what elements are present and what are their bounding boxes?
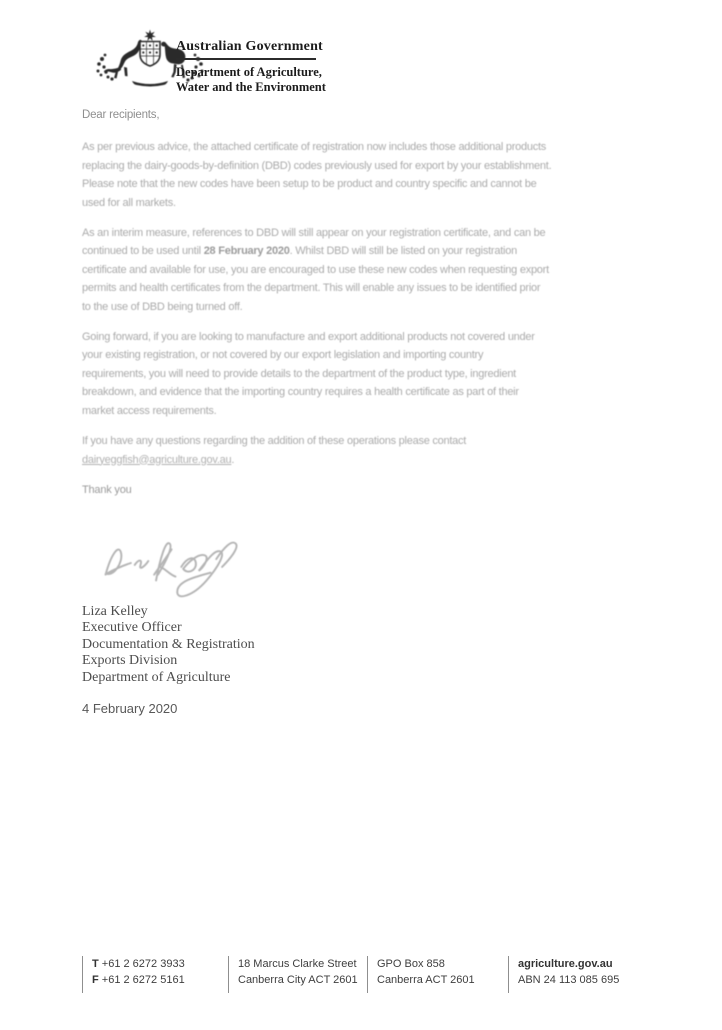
letter-date: 4 February 2020 (82, 701, 178, 716)
paragraph-3-line: your existing registration, or not covered by our export legislation and importing country (82, 349, 484, 362)
signatory-name: Liza Kelley (82, 604, 148, 619)
paragraph-4-text: . (231, 453, 235, 466)
paragraph-2-line: to the use of DBD being turned off. (82, 300, 243, 313)
signatory-title: Executive Officer (82, 620, 182, 636)
paragraph-2 (82, 224, 662, 316)
letterhead (176, 39, 326, 95)
paragraph-1 (82, 138, 662, 212)
handwritten-signature (92, 520, 257, 606)
fax-number: +61 2 6272 5161 (101, 973, 185, 986)
salutation: Dear recipients, (82, 109, 160, 121)
footer (82, 956, 658, 993)
closing-line: Thank you (82, 483, 132, 496)
paragraph-3-line: requirements, you will need to provide details to the department of the product type, ingredient (82, 367, 516, 380)
deadline-date: 28 February 2020 (203, 245, 290, 258)
signatory-division: Exports Division (82, 653, 178, 669)
footer-web-column (508, 956, 658, 993)
letter-body (82, 106, 662, 499)
footer-postal-column (367, 956, 508, 993)
footer-street-column (228, 956, 367, 993)
postal-address-line1: GPO Box 858 (377, 958, 445, 970)
paragraph-3-line: breakdown, and evidence that the importing country requires a health certificate as part of their (82, 386, 519, 399)
fax-label: F (92, 973, 99, 986)
paragraph-2-line: permits and health certificates from the department. This will enable any issues to be identified prior (82, 282, 541, 295)
paragraph-3-line: Going forward, if you are looking to manufacture and export additional products not covered under (82, 331, 535, 344)
paragraph-3 (82, 328, 662, 420)
website: agriculture.gov.au (518, 958, 613, 970)
paragraph-1-line: As per previous advice, the attached certificate of registration now includes those additional products (82, 141, 547, 154)
paragraph-2-line: certificate and available for use, you are encouraged to use these new codes when requesting export (82, 263, 549, 276)
department-name-line1: Department of Agriculture, (176, 65, 322, 79)
footer-phone-column (82, 956, 228, 993)
letterhead-divider (176, 58, 316, 60)
phone-number: +61 2 6272 3933 (101, 958, 185, 970)
paragraph-1-line: replacing the dairy-goods-by-definition (DBD) codes previously used for export by your establishment. (82, 159, 552, 172)
department-name-line2: Water and the Environment (176, 80, 326, 94)
paragraph-2-text: . Whilst DBD will still be listed on your registration (289, 245, 517, 258)
paragraph-2-text: continued to be used until (82, 245, 204, 258)
signatory-section: Documentation & Registration (82, 636, 255, 652)
footer-fax-line (92, 973, 228, 989)
paragraph-4-line (82, 451, 662, 469)
footer-phone-line (92, 957, 228, 973)
paragraph-4 (82, 432, 662, 469)
paragraph-4-line: If you have any questions regarding the addition of these operations please contact (82, 435, 467, 448)
phone-label: T (92, 958, 99, 970)
street-address-line1: 18 Marcus Clarke Street (238, 958, 357, 970)
paragraph-1-line: used for all markets. (82, 196, 176, 209)
signatory-department: Department of Agriculture (82, 669, 231, 685)
contact-email-link[interactable]: dairyeggfish@agriculture.gov.au (82, 453, 232, 466)
paragraph-2-line: As an interim measure, references to DBD will still appear on your registration certificate, and can be (82, 227, 546, 240)
postal-address-line2: Canberra ACT 2601 (377, 973, 475, 986)
paragraph-3-line: market access requirements. (82, 404, 217, 417)
street-address-line2: Canberra City ACT 2601 (238, 973, 358, 986)
government-title: Australian Government (176, 39, 323, 54)
paragraph-1-line: Please note that the new codes have been setup to be product and country specific and cannot be (82, 178, 537, 191)
abn: ABN 24 113 085 695 (518, 973, 620, 986)
paragraph-2-line (82, 242, 662, 260)
signatory-block (82, 604, 255, 686)
